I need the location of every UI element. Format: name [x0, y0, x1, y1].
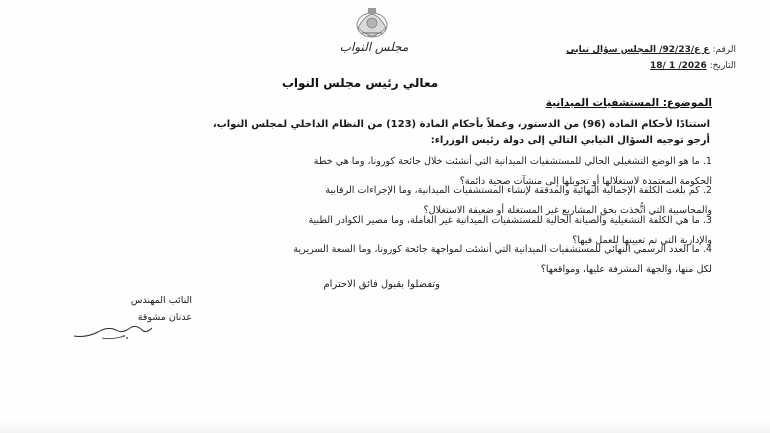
question-3-line-1: 3. ما هي الكلفة التشغيلية والصيانة الحالية للمستشفيات الميدانية غير العاملة، وما مصير الكوادر الطبية — [308, 215, 712, 226]
question-3-line-2: والإدارية التي تم تعيينها للعمل فيها؟ — [572, 235, 712, 246]
reference-label: الرقم: — [712, 45, 736, 55]
question-1-line-2: الحكومة المعتمدة لاستغلالها أو تحويلها إلى منشآت صحية دائمة؟ — [459, 176, 712, 187]
reference-block — [436, 42, 736, 74]
question-1-line-1: 1. ما هو الوضع التشغيلي الحالي للمستشفيات الميدانية التي أنشئت خلال جائحة كورونا، وما هي خطة — [313, 156, 712, 167]
reference-value: ع ع/92/23/ المجلس سؤال نيابي — [566, 45, 710, 55]
council-name: مجلس النواب — [339, 40, 409, 54]
closing-line: وتفضلوا بقبول فائق الاحترام — [323, 279, 440, 290]
question-4-line-2: لكل منها، والجهة المشرفة عليها، ومواقعها؟ — [540, 264, 712, 275]
page-bottom-edge — [0, 420, 770, 433]
signature-icon — [72, 316, 158, 342]
date-value: 2026/ 1 /18 — [650, 61, 707, 71]
preamble: استنادًا لأحكام المادة (96) من الدستور، وعملاً بأحكام المادة (123) من النظام الداخلي لمجلس النواب، — [212, 119, 710, 130]
date-label: التاريخ: — [709, 61, 736, 71]
signer-title: النائب المهندس — [130, 295, 192, 306]
addressee: معالي رئيس مجلس النواب — [281, 76, 439, 90]
question-2-line-1: 2. كم بلغت الكلفة الإجمالية النهائية والمدققة لإنشاء المستشفيات الميدانية، وما الإجراءات الرقابية — [325, 185, 712, 196]
question-4-line-1: 4. ما العدد الرسمي النهائي للمستشفيات الميدانية التي أنشئت لمواجهة جائحة كورونا، وما السعة السريرية — [293, 244, 712, 255]
request-line: أرجو توجيه السؤال النيابي التالي إلى دولة رئيس الوزراء: — [430, 135, 710, 146]
question-2-line-2: والمحاسبية التي اتُّخذت بحق المشاريع غير المستغلة أو ضعيفة الاستغلال؟ — [423, 205, 712, 216]
question-4 — [62, 240, 712, 280]
coat-of-arms-icon — [352, 6, 392, 40]
subject-line: الموضوع: المستشفيات الميدانية — [545, 97, 712, 109]
date-line — [436, 58, 736, 74]
reference-number-line — [436, 42, 736, 58]
signer-name: عدنان مشوقة — [137, 312, 192, 323]
